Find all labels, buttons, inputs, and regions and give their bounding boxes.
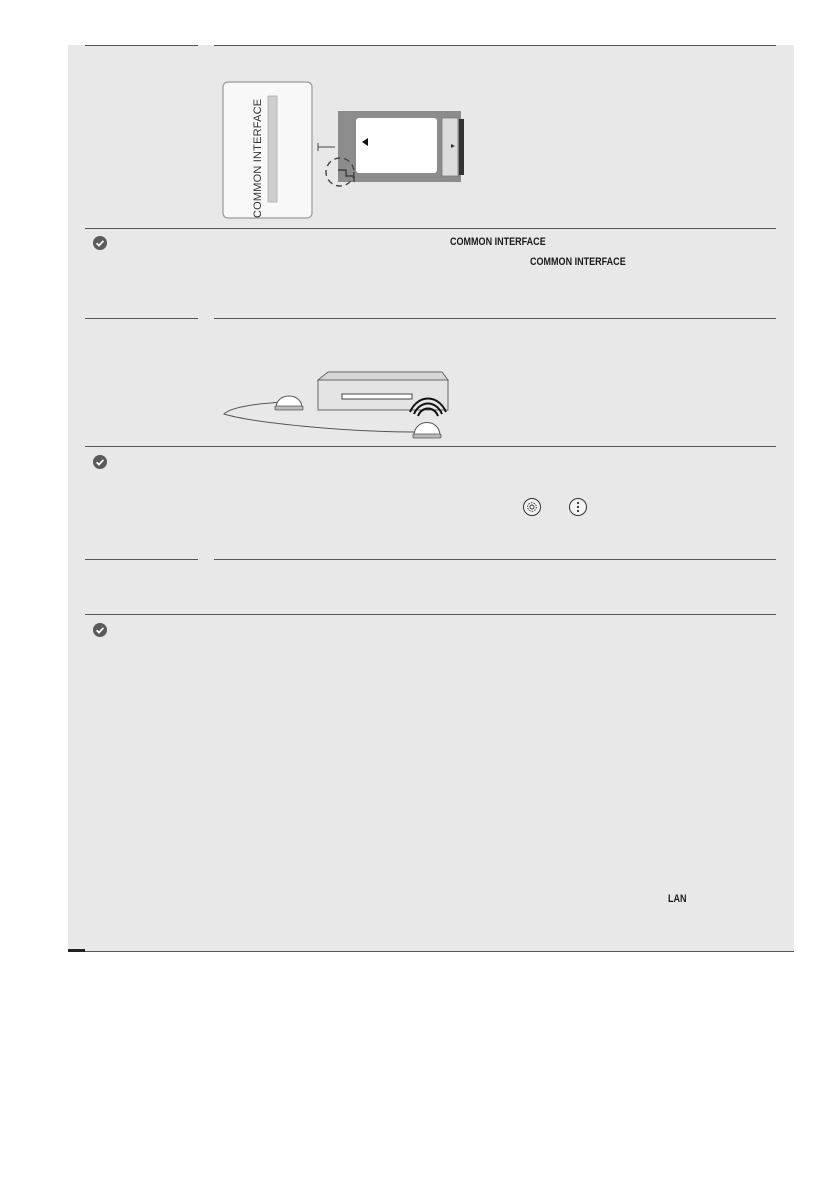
ir-blaster-illustration (220, 370, 460, 444)
section3-right-rule (214, 559, 776, 560)
section1-left-rule (85, 45, 198, 46)
check-circle-icon (93, 623, 107, 637)
note3-term-lan: LAN (668, 893, 687, 905)
page-bottom-rule (68, 951, 794, 952)
ci-slot-label-text: COMMON INTERFACE (252, 98, 264, 218)
page-bottom-marker (68, 949, 85, 952)
check-circle-icon (93, 455, 107, 469)
note1-term-common-interface: COMMON INTERFACE (450, 236, 546, 248)
ci-slot-label (248, 88, 262, 218)
note1-top-rule (85, 228, 776, 229)
note3-top-rule (85, 614, 776, 615)
note1-term-common-interface-2: COMMON INTERFACE (530, 256, 626, 268)
check-circle-icon (93, 236, 107, 250)
section1-right-rule (214, 45, 776, 46)
more-vertical-icon (568, 497, 588, 517)
note2-top-rule (85, 446, 776, 447)
section2-left-rule (85, 318, 198, 319)
section2-right-rule (214, 318, 776, 319)
section3-left-rule (85, 559, 198, 560)
settings-gear-icon (522, 497, 542, 517)
